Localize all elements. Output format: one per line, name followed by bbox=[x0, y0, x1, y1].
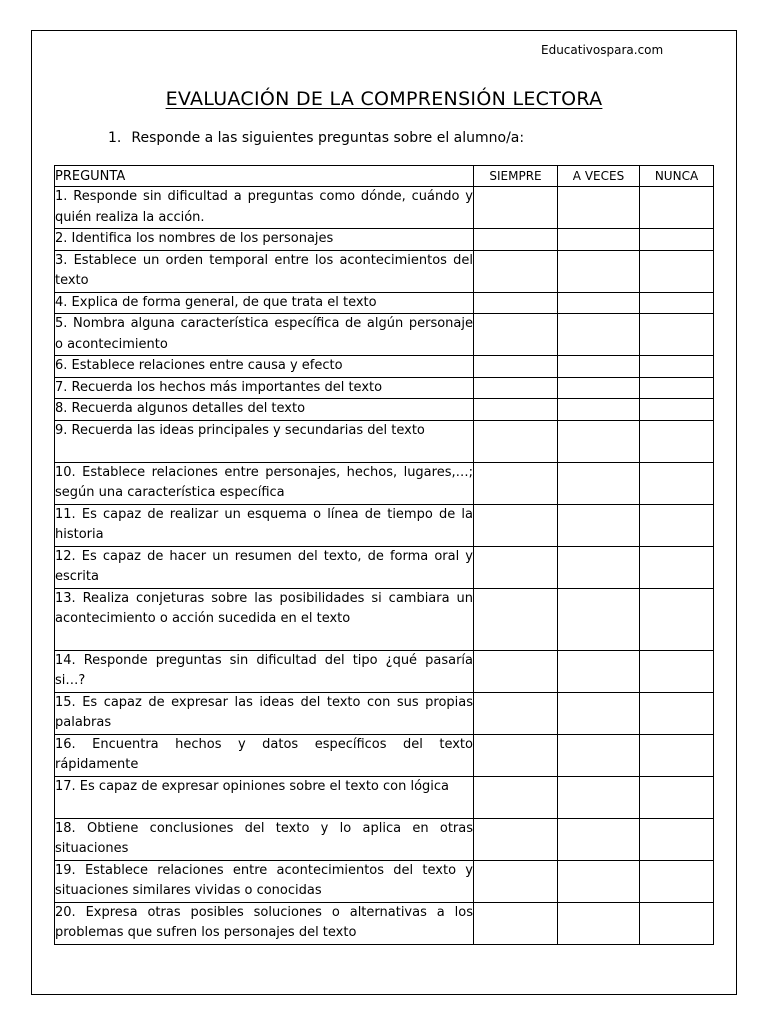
page-title bbox=[0, 88, 768, 110]
table-row bbox=[55, 504, 714, 546]
answer-cell-a-veces[interactable] bbox=[558, 588, 640, 650]
answer-cell-nunca[interactable] bbox=[640, 860, 714, 902]
answer-cell-a-veces[interactable] bbox=[558, 860, 640, 902]
answer-cell-siempre[interactable] bbox=[474, 588, 558, 650]
answer-cell-a-veces[interactable] bbox=[558, 250, 640, 292]
question-text: 19. Establece relaciones entre acontecimientos del texto y situaciones similares vividas o conocidas bbox=[55, 860, 474, 902]
question-text: 15. Es capaz de expresar las ideas del texto con sus propias palabras bbox=[55, 692, 474, 734]
answer-cell-nunca[interactable] bbox=[640, 420, 714, 462]
answer-cell-a-veces[interactable] bbox=[558, 399, 640, 421]
answer-cell-nunca[interactable] bbox=[640, 399, 714, 421]
answer-cell-a-veces[interactable] bbox=[558, 377, 640, 399]
table-row bbox=[55, 229, 714, 251]
question-text: 20. Expresa otras posibles soluciones o alternativas a los problemas que sufren los personajes del texto bbox=[55, 902, 474, 944]
question-text: 5. Nombra alguna característica específica de algún personaje o acontecimiento bbox=[55, 314, 474, 356]
answer-cell-nunca[interactable] bbox=[640, 734, 714, 776]
question-text: 17. Es capaz de expresar opiniones sobre el texto con lógica bbox=[55, 776, 474, 818]
table-row bbox=[55, 650, 714, 692]
table-row bbox=[55, 902, 714, 944]
table-row bbox=[55, 818, 714, 860]
table-row bbox=[55, 314, 714, 356]
column-header-pregunta: PREGUNTA bbox=[55, 166, 474, 187]
answer-cell-a-veces[interactable] bbox=[558, 504, 640, 546]
table-row bbox=[55, 776, 714, 818]
answer-cell-siempre[interactable] bbox=[474, 314, 558, 356]
answer-cell-nunca[interactable] bbox=[640, 229, 714, 251]
answer-cell-siempre[interactable] bbox=[474, 504, 558, 546]
question-text: 7. Recuerda los hechos más importantes del texto bbox=[55, 377, 474, 399]
answer-cell-siempre[interactable] bbox=[474, 420, 558, 462]
question-text: 12. Es capaz de hacer un resumen del texto, de forma oral y escrita bbox=[55, 546, 474, 588]
table-row bbox=[55, 734, 714, 776]
answer-cell-nunca[interactable] bbox=[640, 250, 714, 292]
answer-cell-siempre[interactable] bbox=[474, 462, 558, 504]
answer-cell-a-veces[interactable] bbox=[558, 734, 640, 776]
question-text: 2. Identifica los nombres de los personajes bbox=[55, 229, 474, 251]
site-name: Educativospara.com bbox=[541, 43, 664, 57]
table-row bbox=[55, 356, 714, 378]
question-text: 6. Establece relaciones entre causa y efecto bbox=[55, 356, 474, 378]
instruction bbox=[108, 130, 524, 146]
question-text: 14. Responde preguntas sin dificultad del tipo ¿qué pasaría si…? bbox=[55, 650, 474, 692]
answer-cell-siempre[interactable] bbox=[474, 356, 558, 378]
answer-cell-nunca[interactable] bbox=[640, 504, 714, 546]
answer-cell-siempre[interactable] bbox=[474, 546, 558, 588]
answer-cell-nunca[interactable] bbox=[640, 546, 714, 588]
answer-cell-nunca[interactable] bbox=[640, 292, 714, 314]
table-header-row bbox=[55, 166, 714, 187]
answer-cell-a-veces[interactable] bbox=[558, 356, 640, 378]
answer-cell-a-veces[interactable] bbox=[558, 902, 640, 944]
answer-cell-siempre[interactable] bbox=[474, 229, 558, 251]
column-header-nunca: NUNCA bbox=[640, 166, 714, 187]
question-text: 10. Establece relaciones entre personajes, hechos, lugares,…; según una característica específica bbox=[55, 462, 474, 504]
question-text: 9. Recuerda las ideas principales y secundarias del texto bbox=[55, 420, 474, 462]
answer-cell-nunca[interactable] bbox=[640, 776, 714, 818]
answer-cell-a-veces[interactable] bbox=[558, 420, 640, 462]
question-text: 16. Encuentra hechos y datos específicos del texto rápidamente bbox=[55, 734, 474, 776]
instruction-number: 1. bbox=[108, 130, 122, 146]
answer-cell-a-veces[interactable] bbox=[558, 462, 640, 504]
answer-cell-siempre[interactable] bbox=[474, 650, 558, 692]
table-row bbox=[55, 588, 714, 650]
question-text: 11. Es capaz de realizar un esquema o línea de tiempo de la historia bbox=[55, 504, 474, 546]
answer-cell-nunca[interactable] bbox=[640, 692, 714, 734]
question-text: 1. Responde sin dificultad a preguntas como dónde, cuándo y quién realiza la acción. bbox=[55, 187, 474, 229]
page-title-text: EVALUACIÓN DE LA COMPRENSIÓN LECTORA bbox=[165, 88, 603, 110]
table-row bbox=[55, 377, 714, 399]
answer-cell-siempre[interactable] bbox=[474, 292, 558, 314]
table-row bbox=[55, 546, 714, 588]
answer-cell-a-veces[interactable] bbox=[558, 314, 640, 356]
table-row bbox=[55, 292, 714, 314]
answer-cell-a-veces[interactable] bbox=[558, 292, 640, 314]
question-text: 18. Obtiene conclusiones del texto y lo aplica en otras situaciones bbox=[55, 818, 474, 860]
answer-cell-nunca[interactable] bbox=[640, 902, 714, 944]
answer-cell-nunca[interactable] bbox=[640, 462, 714, 504]
answer-cell-nunca[interactable] bbox=[640, 650, 714, 692]
answer-cell-siempre[interactable] bbox=[474, 902, 558, 944]
answer-cell-siempre[interactable] bbox=[474, 250, 558, 292]
answer-cell-siempre[interactable] bbox=[474, 776, 558, 818]
answer-cell-siempre[interactable] bbox=[474, 818, 558, 860]
instruction-text: Responde a las siguientes preguntas sobre el alumno/a: bbox=[131, 130, 525, 146]
answer-cell-a-veces[interactable] bbox=[558, 818, 640, 860]
question-text: 4. Explica de forma general, de que trata el texto bbox=[55, 292, 474, 314]
question-text: 8. Recuerda algunos detalles del texto bbox=[55, 399, 474, 421]
table-row bbox=[55, 187, 714, 229]
column-header-a-veces: A VECES bbox=[558, 166, 640, 187]
evaluation-table bbox=[54, 165, 714, 945]
answer-cell-siempre[interactable] bbox=[474, 860, 558, 902]
table-row bbox=[55, 860, 714, 902]
answer-cell-siempre[interactable] bbox=[474, 377, 558, 399]
answer-cell-siempre[interactable] bbox=[474, 692, 558, 734]
table-row bbox=[55, 250, 714, 292]
table-body bbox=[55, 187, 714, 945]
answer-cell-nunca[interactable] bbox=[640, 588, 714, 650]
question-text: 13. Realiza conjeturas sobre las posibilidades si cambiara un acontecimiento o acción sucedida en el texto bbox=[55, 588, 474, 650]
answer-cell-a-veces[interactable] bbox=[558, 229, 640, 251]
answer-cell-a-veces[interactable] bbox=[558, 546, 640, 588]
table-row bbox=[55, 399, 714, 421]
table-row bbox=[55, 462, 714, 504]
answer-cell-siempre[interactable] bbox=[474, 734, 558, 776]
answer-cell-a-veces[interactable] bbox=[558, 650, 640, 692]
answer-cell-nunca[interactable] bbox=[640, 187, 714, 229]
table-row bbox=[55, 420, 714, 462]
table-row bbox=[55, 692, 714, 734]
column-header-siempre: SIEMPRE bbox=[474, 166, 558, 187]
answer-cell-nunca[interactable] bbox=[640, 356, 714, 378]
answer-cell-nunca[interactable] bbox=[640, 314, 714, 356]
answer-cell-siempre[interactable] bbox=[474, 399, 558, 421]
question-text: 3. Establece un orden temporal entre los acontecimientos del texto bbox=[55, 250, 474, 292]
answer-cell-a-veces[interactable] bbox=[558, 187, 640, 229]
answer-cell-nunca[interactable] bbox=[640, 377, 714, 399]
answer-cell-siempre[interactable] bbox=[474, 187, 558, 229]
answer-cell-nunca[interactable] bbox=[640, 818, 714, 860]
answer-cell-a-veces[interactable] bbox=[558, 776, 640, 818]
answer-cell-a-veces[interactable] bbox=[558, 692, 640, 734]
